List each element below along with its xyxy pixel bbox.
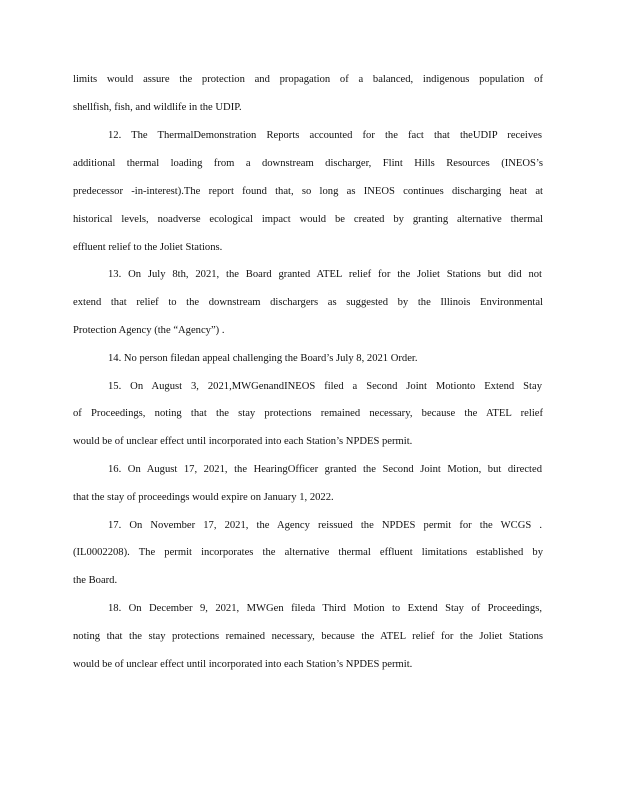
paragraph-line: would be of unclear effect until incorporated into each Station’s NPDES permit.: [73, 659, 413, 670]
paragraph-line: 13. On July 8th, 2021, the Board granted ATEL relief for the Joliet Stations but did not: [108, 269, 542, 280]
paragraph-line: limits would assure the protection and propagation of a balanced, indigenous population of: [73, 74, 543, 85]
paragraph-line: extend that relief to the downstream dischargers as suggested by the Illinois Environmental: [73, 297, 543, 308]
paragraph-line: 15. On August 3, 2021,MWGenandINEOS filed a Second Joint Motionto Extend Stay: [108, 381, 542, 392]
paragraph-line: Protection Agency (the “Agency”) .: [73, 325, 225, 336]
paragraph-line: effluent relief to the Joliet Stations.: [73, 242, 223, 253]
paragraph-line: historical levels, noadverse ecological impact would be created by granting alternative thermal: [73, 214, 543, 225]
paragraph-line: (IL0002208). The permit incorporates the alternative thermal effluent limitations established by: [73, 547, 543, 558]
paragraph-line: 18. On December 9, 2021, MWGen fileda Third Motion to Extend Stay of Proceedings,: [108, 603, 542, 614]
paragraph-line: shellfish, fish, and wildlife in the UDIP.: [73, 102, 242, 113]
paragraph-line: 17. On November 17, 2021, the Agency reissued the NPDES permit for the WCGS .: [108, 520, 542, 531]
paragraph-line: of Proceedings, noting that the stay protections remained necessary, because the ATEL relief: [73, 408, 543, 419]
paragraph-line: noting that the stay protections remained necessary, because the ATEL relief for the Joliet Stations: [73, 631, 543, 642]
paragraph-line: would be of unclear effect until incorporated into each Station’s NPDES permit.: [73, 436, 413, 447]
paragraph-line: 12. The ThermalDemonstration Reports accounted for the fact that theUDIP receives: [108, 130, 542, 141]
paragraph-line: additional thermal loading from a downstream discharger, Flint Hills Resources (INEOS’s: [73, 158, 543, 169]
paragraph-line: 16. On August 17, 2021, the HearingOfficer granted the Second Joint Motion, but directed: [108, 464, 542, 475]
paragraph-line: predecessor -in-interest).The report found that, so long as INEOS continues discharging heat at: [73, 186, 543, 197]
paragraph-line: 14. No person filedan appeal challenging the Board’s July 8, 2021 Order.: [108, 353, 418, 364]
paragraph-line: the Board.: [73, 575, 118, 586]
paragraph-line: that the stay of proceedings would expire on January 1, 2022.: [73, 492, 334, 503]
